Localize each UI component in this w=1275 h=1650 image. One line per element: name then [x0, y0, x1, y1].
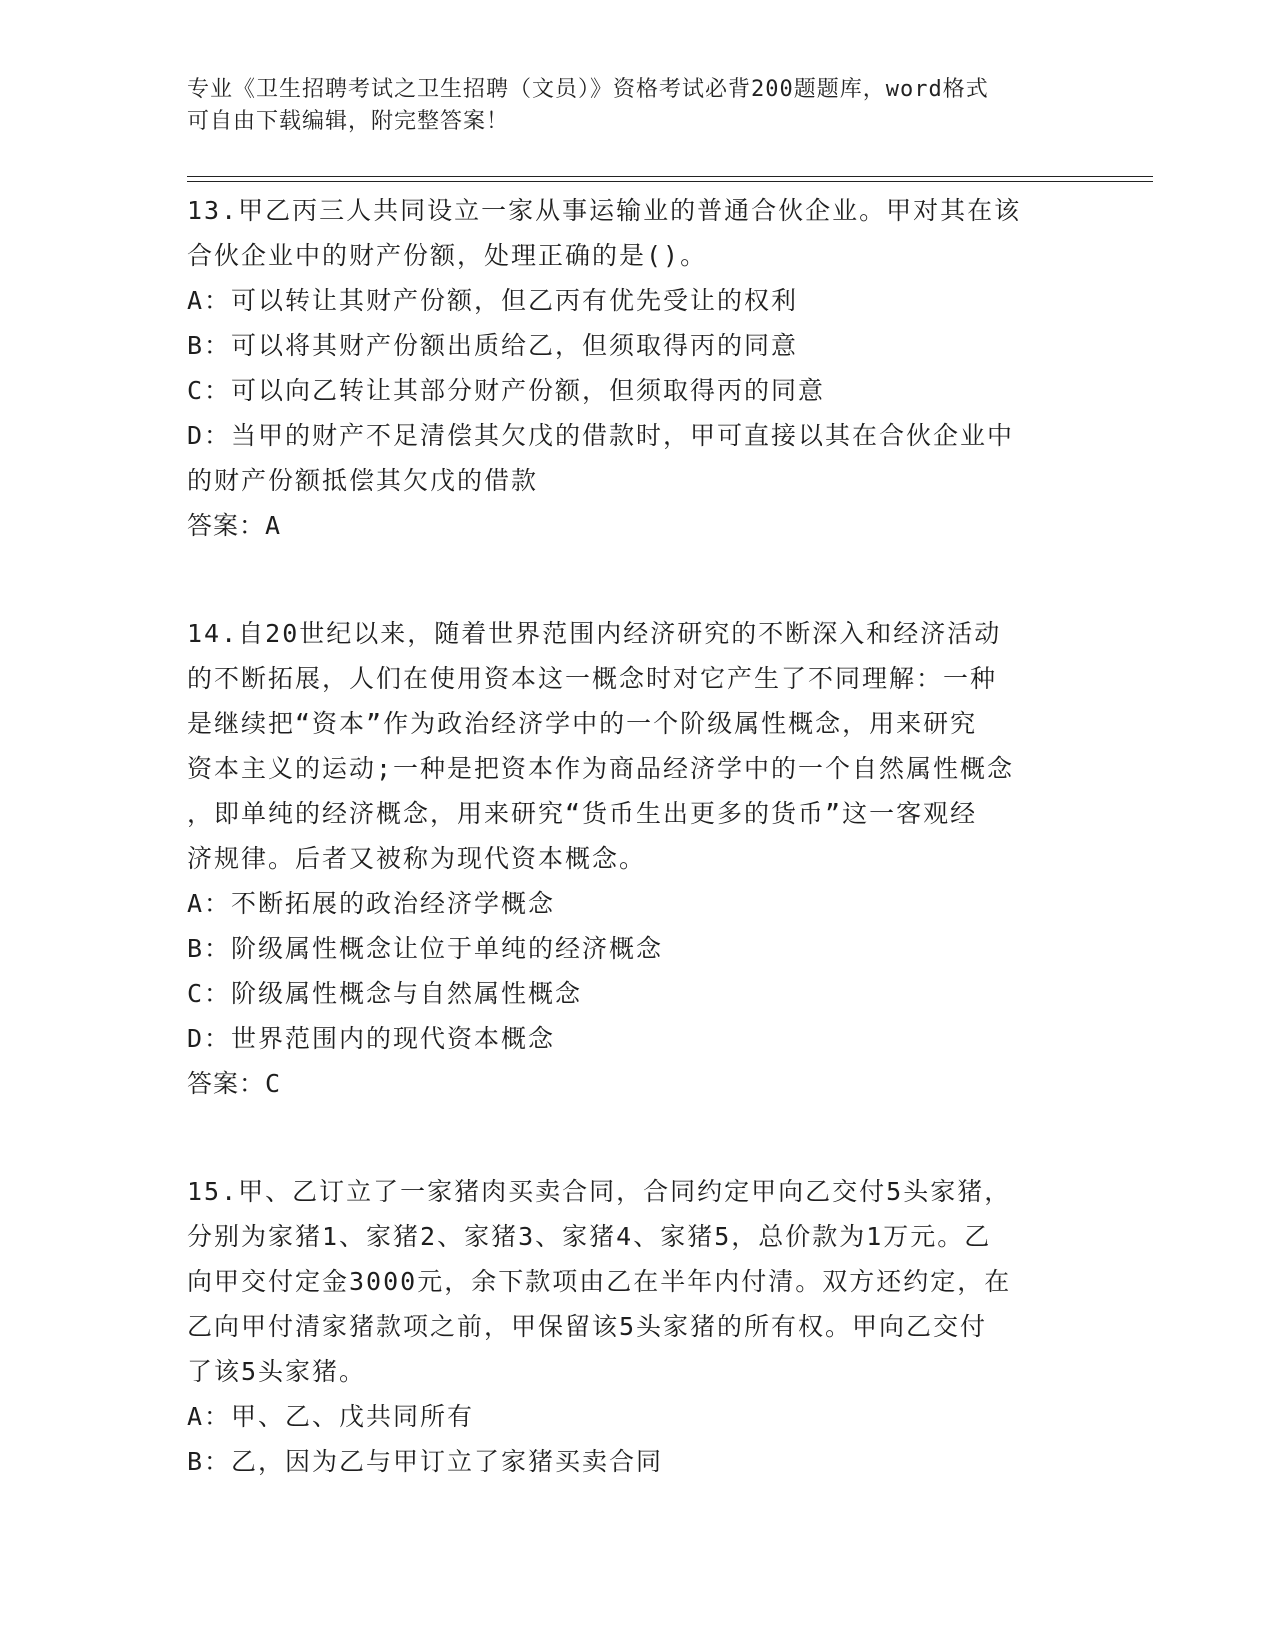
- question-item: [187, 611, 1087, 1106]
- option-d: D：世界范围内的现代资本概念: [187, 1024, 556, 1053]
- option-c: C：可以向乙转让其部分财产份额，但须取得丙的同意: [187, 376, 826, 405]
- option-a: A：可以转让其财产份额，但乙丙有优先受让的权利: [187, 286, 799, 315]
- option-a: A：不断拓展的政治经济学概念: [187, 889, 556, 918]
- header-line: 可自由下载编辑，附完整答案！: [187, 109, 510, 134]
- header-divider: [187, 176, 1153, 177]
- question-stem: 的不断拓展，人们在使用资本这一概念时对它产生了不同理解：一种: [187, 664, 998, 693]
- option-d: 的财产份额抵偿其欠戊的借款: [187, 466, 539, 495]
- question-stem: 济规律。后者又被称为现代资本概念。: [187, 844, 647, 873]
- answer-label: 答案：C: [187, 1069, 282, 1098]
- question-item: [187, 188, 1087, 548]
- question-stem: 15.甲、乙订立了一家猪肉买卖合同，合同约定甲向乙交付5头家猪，: [187, 1177, 1012, 1206]
- document-header: [187, 74, 1067, 138]
- option-a: A：甲、乙、戊共同所有: [187, 1402, 475, 1431]
- question-list: [187, 188, 1087, 1484]
- spacer: [187, 548, 1087, 611]
- question-stem: 13.甲乙丙三人共同设立一家从事运输业的普通合伙企业。甲对其在该: [187, 196, 1022, 225]
- header-divider: [187, 181, 1153, 182]
- question-stem: 资本主义的运动;一种是把资本作为商品经济学中的一个自然属性概念: [187, 754, 1015, 783]
- option-d: D：当甲的财产不足清偿其欠戊的借款时，甲可直接以其在合伙企业中: [187, 421, 1015, 450]
- option-c: C：阶级属性概念与自然属性概念: [187, 979, 583, 1008]
- header-line: 专业《卫生招聘考试之卫生招聘（文员）》资格考试必背200题题库，word格式: [187, 77, 989, 102]
- question-stem: ，即单纯的经济概念，用来研究“货币生出更多的货币”这一客观经: [187, 799, 978, 828]
- question-stem: 乙向甲付清家猪款项之前，甲保留该5头家猪的所有权。甲向乙交付: [187, 1312, 988, 1341]
- question-stem: 14.自20世纪以来，随着世界范围内经济研究的不断深入和经济活动: [187, 619, 1002, 648]
- question-stem: 合伙企业中的财产份额，处理正确的是()。: [187, 241, 708, 270]
- option-b: B：乙，因为乙与甲订立了家猪买卖合同: [187, 1447, 664, 1476]
- question-stem: 是继续把“资本”作为政治经济学中的一个阶级属性概念，用来研究: [187, 709, 978, 738]
- question-item: [187, 1169, 1087, 1484]
- question-stem: 分别为家猪1、家猪2、家猪3、家猪4、家猪5，总价款为1万元。乙: [187, 1222, 992, 1251]
- option-b: B：阶级属性概念让位于单纯的经济概念: [187, 934, 664, 963]
- answer-label: 答案：A: [187, 511, 282, 540]
- option-b: B：可以将其财产份额出质给乙，但须取得丙的同意: [187, 331, 799, 360]
- question-stem: 向甲交付定金3000元，余下款项由乙在半年内付清。双方还约定，在: [187, 1267, 1012, 1296]
- question-stem: 了该5头家猪。: [187, 1357, 367, 1386]
- spacer: [187, 1106, 1087, 1169]
